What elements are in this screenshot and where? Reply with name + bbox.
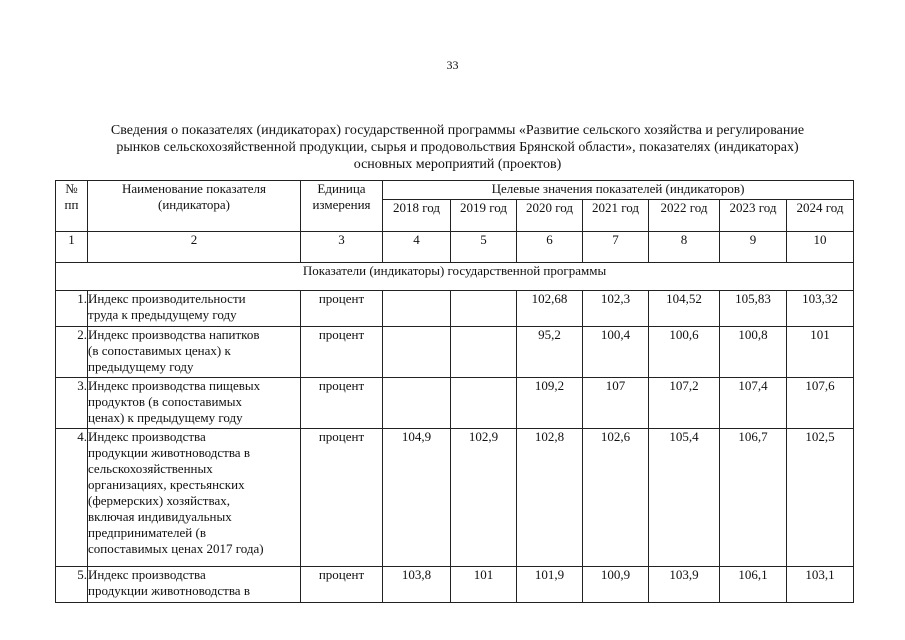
indicator-name: Индекс производительности труда к предыдущему году [88,291,301,327]
value-cell: 101,9 [517,567,583,603]
value-cell: 104,9 [383,429,451,567]
unit-cell: процент [301,429,383,567]
title-line-2: рынков сельскохозяйственной продукции, сырья и продовольствия Брянской области», показателях (индикаторах) [116,140,799,155]
value-cell: 106,1 [720,567,787,603]
column-number: 8 [649,232,720,263]
header-year: 2023 год [720,200,787,232]
value-cell: 95,2 [517,327,583,378]
header-year: 2024 год [787,200,854,232]
row-index: 4. [56,429,88,567]
header-row-1 [56,181,854,200]
value-cell: 102,68 [517,291,583,327]
value-cell [451,327,517,378]
value-cell: 102,3 [583,291,649,327]
value-cell: 105,4 [649,429,720,567]
value-cell: 103,8 [383,567,451,603]
section-title: Показатели (индикаторы) государственной программы [56,263,854,291]
table-row [56,429,854,567]
row-index: 5. [56,567,88,603]
title-line-1: Сведения о показателях (индикаторах) государственной программы «Развитие сельского хозяйства и регулирование [110,123,805,138]
row-index: 3. [56,378,88,429]
value-cell: 100,8 [720,327,787,378]
header-name: Наименование показателя (индикатора) [88,181,301,232]
indicators-table [55,180,854,603]
value-cell: 104,52 [649,291,720,327]
value-cell: 103,32 [787,291,854,327]
indicator-name: Индекс производства продукции животноводства в [88,567,301,603]
document-title [70,122,845,173]
value-cell: 103,1 [787,567,854,603]
header-unit: Единица измерения [301,181,383,232]
header-year: 2022 год [649,200,720,232]
value-cell: 109,2 [517,378,583,429]
column-number: 9 [720,232,787,263]
page-number: 33 [446,58,459,72]
value-cell: 107 [583,378,649,429]
indicator-name: Индекс производства продукции животноводства в сельскохозяйственных организациях, крестьянских (фермерских) хозяйствах, включая индивидуальных предпринимателей (в сопоставимых ценах 2017 года) [88,429,301,567]
value-cell [383,378,451,429]
column-number: 10 [787,232,854,263]
value-cell: 102,6 [583,429,649,567]
column-number: 2 [88,232,301,263]
value-cell: 100,4 [583,327,649,378]
header-target-values: Целевые значения показателей (индикаторов) [383,181,854,200]
indicator-name: Индекс производства пищевых продуктов (в сопоставимых ценах) к предыдущему году [88,378,301,429]
value-cell: 102,8 [517,429,583,567]
value-cell: 101 [451,567,517,603]
unit-cell: процент [301,567,383,603]
title-line-3: основных мероприятий (проектов) [353,157,562,172]
header-year: 2019 год [451,200,517,232]
column-number: 3 [301,232,383,263]
value-cell: 100,6 [649,327,720,378]
value-cell: 103,9 [649,567,720,603]
row-index: 2. [56,327,88,378]
value-cell: 102,9 [451,429,517,567]
value-cell: 107,2 [649,378,720,429]
column-number-row [56,232,854,263]
column-number: 6 [517,232,583,263]
value-cell [383,291,451,327]
unit-cell: процент [301,378,383,429]
indicator-name: Индекс производства напитков (в сопоставимых ценах) к предыдущему году [88,327,301,378]
table-row [56,327,854,378]
table-row [56,378,854,429]
value-cell: 102,5 [787,429,854,567]
header-year: 2021 год [583,200,649,232]
header-num: № пп [56,181,88,232]
column-number: 1 [56,232,88,263]
column-number: 7 [583,232,649,263]
value-cell [451,291,517,327]
row-index: 1. [56,291,88,327]
value-cell [383,327,451,378]
column-number: 5 [451,232,517,263]
header-year: 2018 год [383,200,451,232]
header-year: 2020 год [517,200,583,232]
section-row [56,263,854,291]
unit-cell: процент [301,291,383,327]
value-cell: 100,9 [583,567,649,603]
table-row [56,291,854,327]
value-cell: 106,7 [720,429,787,567]
column-number: 4 [383,232,451,263]
unit-cell: процент [301,327,383,378]
value-cell [451,378,517,429]
value-cell: 105,83 [720,291,787,327]
value-cell: 107,6 [787,378,854,429]
value-cell: 107,4 [720,378,787,429]
table-row [56,567,854,603]
value-cell: 101 [787,327,854,378]
